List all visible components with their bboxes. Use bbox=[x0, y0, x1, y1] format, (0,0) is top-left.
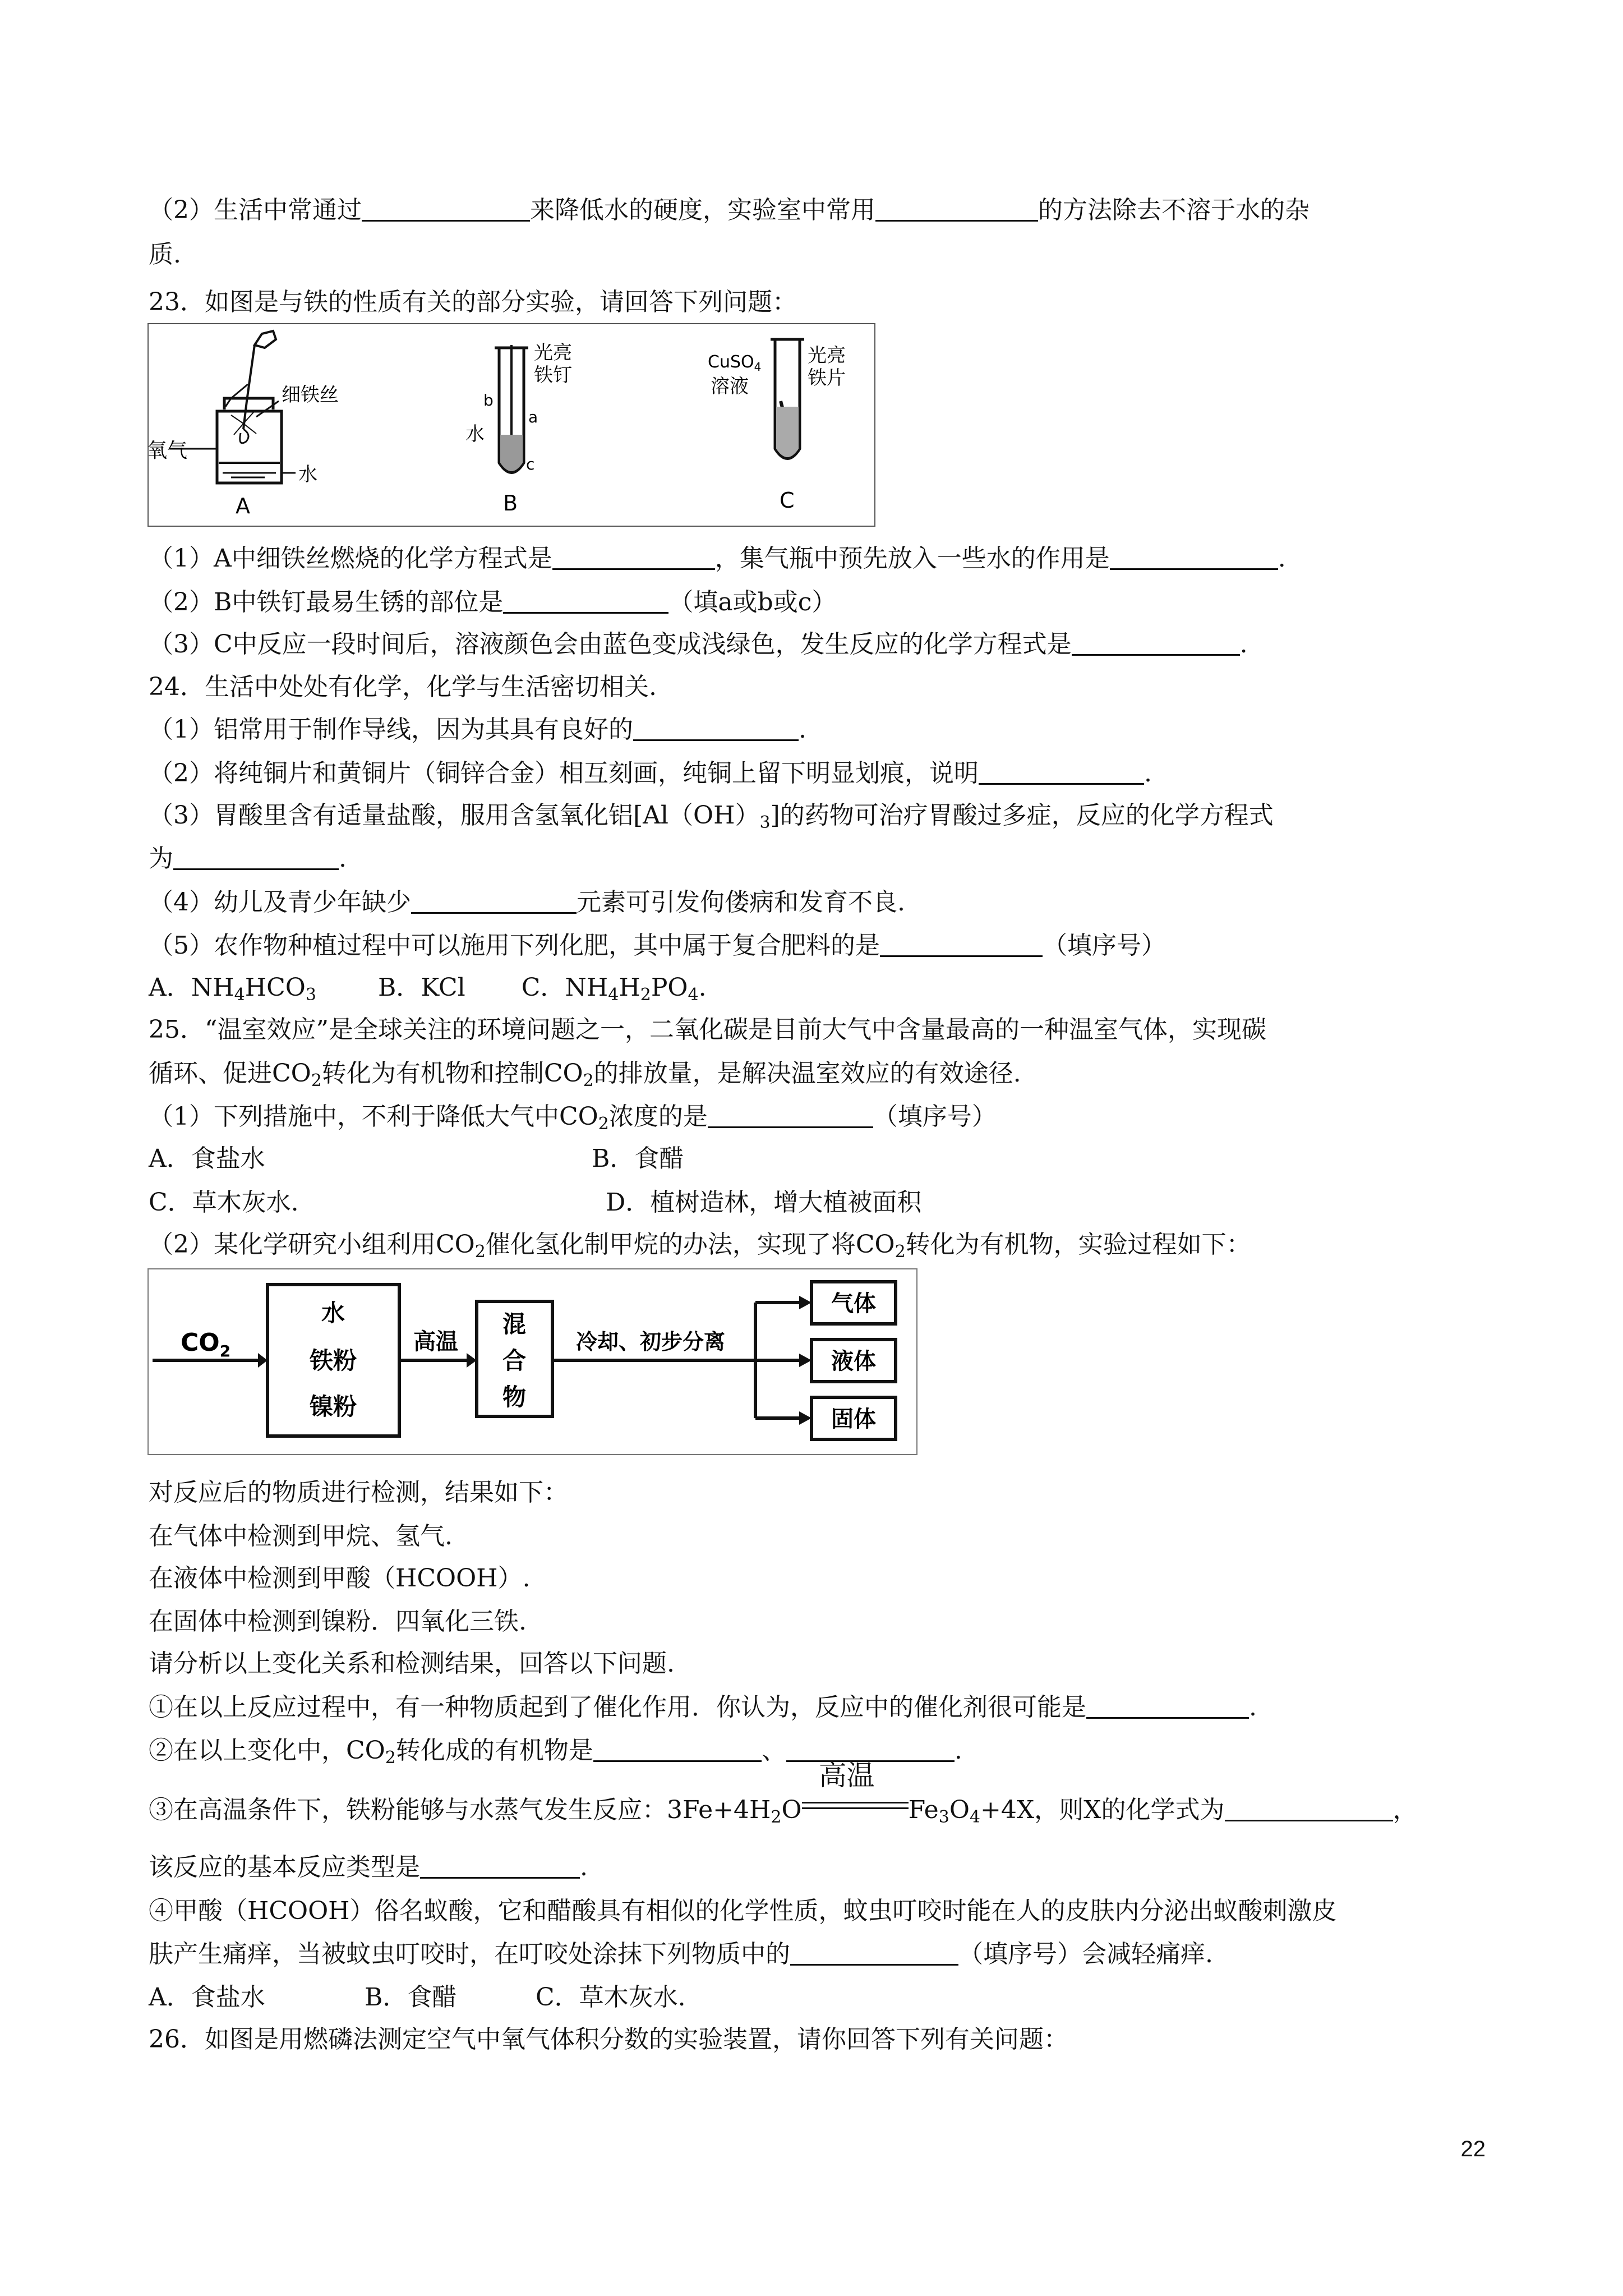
spark-icon bbox=[231, 412, 256, 435]
q25-detect-gas: 在气体中检测到甲烷、氢气. bbox=[149, 1522, 453, 1550]
jar-a bbox=[217, 331, 282, 483]
equal-line bbox=[802, 1802, 909, 1803]
q25-instructions: 请分析以上变化关系和检测结果，回答以下问题. bbox=[149, 1649, 675, 1678]
arrow-label-high-temp: 高温 bbox=[413, 1329, 458, 1355]
output-gas: 气体 bbox=[831, 1291, 876, 1317]
solution-c bbox=[776, 407, 799, 457]
q25-detect-intro: 对反应后的物质进行检测，结果如下： bbox=[149, 1478, 568, 1507]
output-liquid: 液体 bbox=[831, 1349, 876, 1374]
q23-part1: （1）A中细铁丝燃烧的化学方程式是 ，集气瓶中预先放入一些水的作用是 . bbox=[149, 544, 1286, 573]
page-number: 22 bbox=[1460, 2137, 1486, 2161]
flow-diagram bbox=[147, 1268, 918, 1456]
q25-options-row2: C．草木灰水. D．植树造林，增大植被面积 bbox=[149, 1188, 922, 1217]
label-b: B bbox=[503, 491, 518, 516]
label-solution: 溶液 bbox=[711, 375, 749, 398]
answer-blank[interactable] bbox=[552, 544, 715, 570]
label-bright-c: 光亮 bbox=[808, 344, 846, 367]
q24-options: A．$NH_4HCO_3$ B．KCl C．$NH_4H_2PO_4$. bbox=[149, 973, 707, 1005]
answer-blank[interactable] bbox=[173, 844, 339, 870]
answer-blank[interactable] bbox=[420, 1852, 580, 1879]
q25-sub3-cont: 该反应的基本反应类型是 . bbox=[149, 1853, 588, 1881]
answer-blank[interactable] bbox=[1072, 629, 1240, 656]
q25-sub1: ①在以上反应过程中，有一种物质起到了催化作用．你认为，反应中的催化剂很可能是 . bbox=[149, 1693, 1257, 1722]
q25-part1: （1）下列措施中，不利于降低大气中$CO_2$浓度的是 （填序号） bbox=[149, 1102, 997, 1134]
label-a: A bbox=[236, 494, 250, 518]
q22-part2: （2）生活中常通过 来降低水的硬度，实验室中常用 的方法除去不溶于水的杂 bbox=[149, 196, 1310, 224]
label-wire: 细铁丝 bbox=[282, 384, 339, 406]
box1-line1: 水 bbox=[321, 1299, 345, 1327]
label-c: C bbox=[780, 488, 795, 513]
q24-part2: （2）将纯铜片和黄铜片（铜锌合金）相互刻画，纯铜上留下明显划痕，说明 . bbox=[149, 759, 1152, 788]
label-a-point: a bbox=[528, 408, 538, 426]
answer-blank[interactable] bbox=[1110, 544, 1278, 570]
q25-stem: 25．“温室效应”是全球关注的环境问题之一，二氧化碳是目前大气中含量最高的一种温室气体，实现碳 bbox=[149, 1015, 1266, 1044]
q23-part2: （2）B中铁钉最易生锈的部位是 （填a或b或c） bbox=[149, 588, 837, 616]
q25-detect-liquid: 在液体中检测到甲酸（HCOOH）. bbox=[149, 1564, 531, 1593]
answer-blank[interactable] bbox=[633, 715, 799, 741]
box2-line2: 合 bbox=[502, 1347, 527, 1374]
reaction-condition: 高温 bbox=[802, 1794, 909, 1826]
q23-stem: 23．如图是与铁的性质有关的部分实验，请回答下列问题： bbox=[149, 288, 797, 316]
water-b bbox=[500, 435, 523, 471]
q25-detect-solid: 在固体中检测到镍粉．四氧化三铁. bbox=[149, 1607, 527, 1636]
q26-stem: 26．如图是用燃磷法测定空气中氧气体积分数的实验装置，请你回答下列有关问题： bbox=[149, 2025, 1068, 2054]
answer-blank[interactable] bbox=[362, 195, 530, 222]
q25-sub3: ③在高温条件下，铁粉能够与水蒸气发生反应：$3Fe+4H_2O$ 高温 $Fe_3O_4+4X$，则X的化学式为 ， bbox=[149, 1759, 1418, 1827]
label-oxygen: 氧气 bbox=[147, 439, 188, 462]
q25-sub4-options: A．食盐水 B．食醋 C．草木灰水. bbox=[149, 1983, 686, 2012]
box1-line3: 镍粉 bbox=[309, 1393, 357, 1420]
q25-part2: （2）某化学研究小组利用$CO_2$催化氢化制甲烷的办法，实现了将$CO_2$转化为有机物，实验过程如下： bbox=[149, 1230, 1251, 1262]
answer-blank[interactable] bbox=[708, 1102, 873, 1128]
q24-part3-cont: 为 . bbox=[149, 844, 347, 873]
answer-blank[interactable] bbox=[979, 758, 1144, 785]
answer-blank[interactable] bbox=[1086, 1692, 1249, 1719]
answer-blank[interactable] bbox=[503, 587, 668, 614]
q24-part5: （5）农作物种植过程中可以施用下列化肥，其中属于复合肥料的是 （填序号） bbox=[149, 931, 1166, 960]
q24-stem: 24．生活中处处有化学，化学与生活密切相关. bbox=[149, 673, 657, 701]
answer-blank[interactable] bbox=[593, 1736, 762, 1762]
leader-line bbox=[256, 401, 279, 417]
label-sheet: 铁片 bbox=[808, 367, 846, 389]
flow-input-label: $CO_2$ bbox=[181, 1328, 231, 1360]
q24-part3: （3）胃酸里含有适量盐酸，服用含氢氧化铝$[Al(OH)_3]$的药物可治疗胃酸过多症，反应的化学方程式 bbox=[149, 801, 1274, 832]
equal-line bbox=[802, 1807, 909, 1809]
q22-part2-cont: 质. bbox=[149, 240, 181, 269]
label-bright: 光亮 bbox=[534, 342, 572, 364]
box2-line3: 物 bbox=[502, 1383, 527, 1411]
answer-blank[interactable] bbox=[1225, 1795, 1393, 1821]
box2-line1: 混 bbox=[502, 1310, 527, 1338]
iron-experiments-figure bbox=[147, 323, 876, 527]
arrow-label-cool: 冷却、初步分离 bbox=[575, 1329, 726, 1354]
label-c-point: c bbox=[526, 455, 535, 473]
answer-blank[interactable] bbox=[875, 195, 1038, 222]
answer-blank[interactable] bbox=[790, 1939, 958, 1966]
q25-options-row1: A．食盐水 B．食醋 bbox=[149, 1144, 684, 1173]
q25-stem-cont: 循环、促进$CO_2$转化为有机物和控制$CO_2$的排放量，是解决温室效应的有效途径. bbox=[149, 1059, 1021, 1091]
q25-sub4: ④甲酸（HCOOH）俗名蚁酸，它和醋酸具有相似的化学性质，蚊虫叮咬时能在人的皮肤内分泌出蚁酸刺激皮 bbox=[149, 1897, 1337, 1925]
q25-sub4-cont: 肤产生痛痒，当被蚊虫叮咬时，在叮咬处涂抹下列物质中的 （填序号）会减轻痛痒. bbox=[149, 1940, 1213, 1968]
box1-line2: 铁粉 bbox=[309, 1347, 357, 1374]
label-water-a: 水 bbox=[298, 463, 317, 486]
label-nail: 铁钉 bbox=[534, 364, 572, 386]
label-b-point: b bbox=[483, 391, 494, 409]
answer-blank[interactable] bbox=[786, 1736, 955, 1762]
q24-part1: （1）铝常用于制作导线，因为其具有良好的 . bbox=[149, 715, 806, 744]
q23-part3: （3）C中反应一段时间后，溶液颜色会由蓝色变成浅绿色，发生反应的化学方程式是 . bbox=[149, 630, 1248, 659]
q24-part4: （4）幼儿及青少年缺少 元素可引发佝偻病和发育不良. bbox=[149, 888, 905, 917]
q25-sub2: ②在以上变化中，$CO_2$转化成的有机物是 、 . bbox=[149, 1736, 962, 1768]
label-water-b: 水 bbox=[465, 423, 485, 445]
answer-blank[interactable] bbox=[411, 887, 577, 914]
label-cuso4: CuSO$_4$ bbox=[708, 352, 762, 374]
output-solid: 固体 bbox=[831, 1406, 876, 1432]
answer-blank[interactable] bbox=[880, 931, 1043, 957]
